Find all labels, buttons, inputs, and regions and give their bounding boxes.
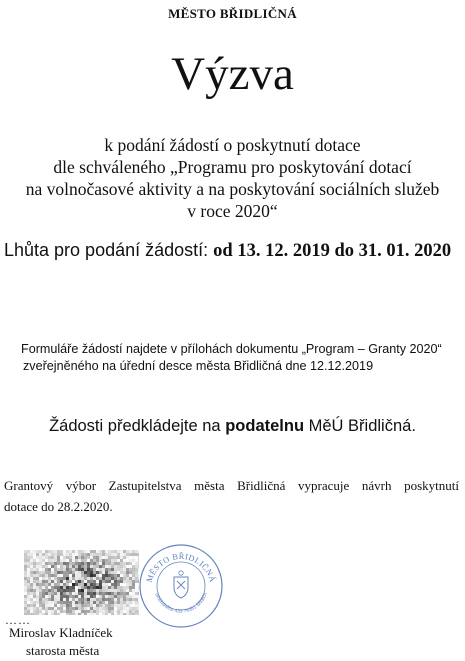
intro-line-1: k podání žádostí o poskytnutí dotace [104,135,361,155]
svg-text:MĚSTO BŘIDLIČNÁ [145,551,218,584]
seal-text-bottom: omenského 433 79351 Břidličn [153,591,209,615]
city-seal-stamp [138,543,224,629]
intro-line-2: dle schváleného „Programu pro poskytování dotací [53,157,412,177]
committee-note-line-1: Grantový výbor Zastupitelstva města Břidličná vypracuje návrh poskytnutí [4,478,459,493]
submit-note-text: Žádosti předkládejte na [49,417,226,435]
city-name-header: MĚSTO BŘIDLIČNÁ [168,6,297,21]
forms-note-line-2: zveřejněného na úřední desce města Břidličná dne 12.12.2019 [23,359,374,373]
signer-name: Miroslav Kladníček [9,625,113,640]
signature-redacted [24,550,139,615]
forms-note [21,341,461,375]
submit-note-bold: podatelnu [225,417,305,435]
committee-note [4,475,459,517]
seal-text-top: MĚSTO BŘIDLIČNÁ [144,551,218,584]
signer-role: starosta města [26,643,100,658]
deadline-line [4,240,451,262]
signature-dots: …… [5,613,31,627]
deadline-dates: od 13. 12. 2019 do 31. 01. 2020 [213,241,452,261]
submit-note-office: MěÚ Břidličná. [304,417,416,435]
intro-line-4: v roce 2020“ [187,201,278,221]
committee-note-line-2: dotace do 28.2.2020. [4,499,113,514]
deadline-label: Lhůta pro podání žádostí: [4,240,214,260]
document-title: Výzva [171,48,294,100]
submit-note [0,417,465,436]
intro-line-3: na volnočasové aktivity a na poskytování sociálních služeb [25,179,440,199]
forms-note-line-1: Formuláře žádostí najdete v přílohách dokumentu „Program – Granty 2020“ [21,342,442,356]
